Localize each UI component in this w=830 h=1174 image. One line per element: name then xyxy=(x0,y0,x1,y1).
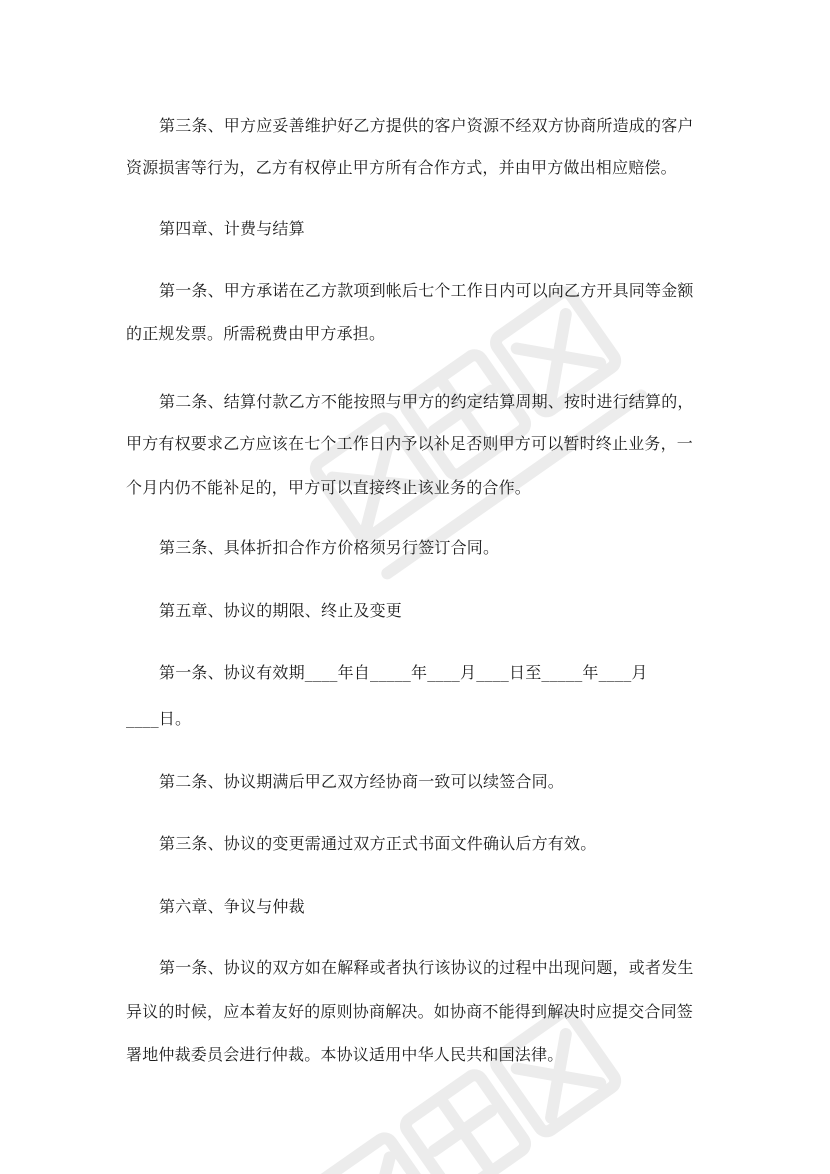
paragraph-line: 甲方有权要求乙方应该在七个工作日内予以补足否则甲方可以暂时终止业务，一 xyxy=(126,434,694,453)
paragraph-line: 第一条、协议有效期____年自_____年____月____日至_____年____月 xyxy=(159,663,648,682)
paragraph-line: 第三条、协议的变更需通过双方正式书面文件确认后方有效。 xyxy=(159,834,597,853)
chapter-heading: 第五章、协议的期限、终止及变更 xyxy=(159,601,403,620)
paragraph-line: 个月内仍不能补足的，甲方可以直接终止该业务的合作。 xyxy=(126,478,532,497)
chapter-heading: 第四章、计费与结算 xyxy=(159,219,305,238)
paragraph-line: ____日。 xyxy=(126,709,192,728)
paragraph-line: 第一条、甲方承诺在乙方款项到帐后七个工作日内可以向乙方开具同等金额 xyxy=(159,281,694,300)
paragraph-line: 资源损害等行为，乙方有权停止甲方所有合作方式，并由甲方做出相应赔偿。 xyxy=(126,158,677,177)
chapter-heading: 第六章、争议与仲裁 xyxy=(159,897,305,916)
paragraph-line: 第一条、协议的双方如在解释或者执行该协议的过程中出现问题，或者发生 xyxy=(159,958,694,977)
watermark-lower xyxy=(313,1009,619,1174)
paragraph-line: 异议的时候，应本着友好的原则协商解决。如协商不能得到解决时应提交合同签 xyxy=(126,1002,694,1021)
paragraph-line: 第三条、甲方应妥善维护好乙方提供的客户资源不经双方协商所造成的客户 xyxy=(159,116,694,135)
paragraph-line: 第二条、协议期满后甲乙双方经协商一致可以续签合同。 xyxy=(159,772,565,791)
paragraph-line: 第三条、具体折扣合作方价格须另行签订合同。 xyxy=(159,538,500,557)
paragraph-line: 的正规发票。所需税费由甲方承担。 xyxy=(126,324,386,343)
paragraph-line: 第二条、结算付款乙方不能按照与甲方的约定结算周期、按时进行结算的， xyxy=(159,392,694,411)
paragraph-line: 署地仲裁委员会进行仲裁。本协议适用中华人民共和国法律。 xyxy=(126,1045,564,1064)
